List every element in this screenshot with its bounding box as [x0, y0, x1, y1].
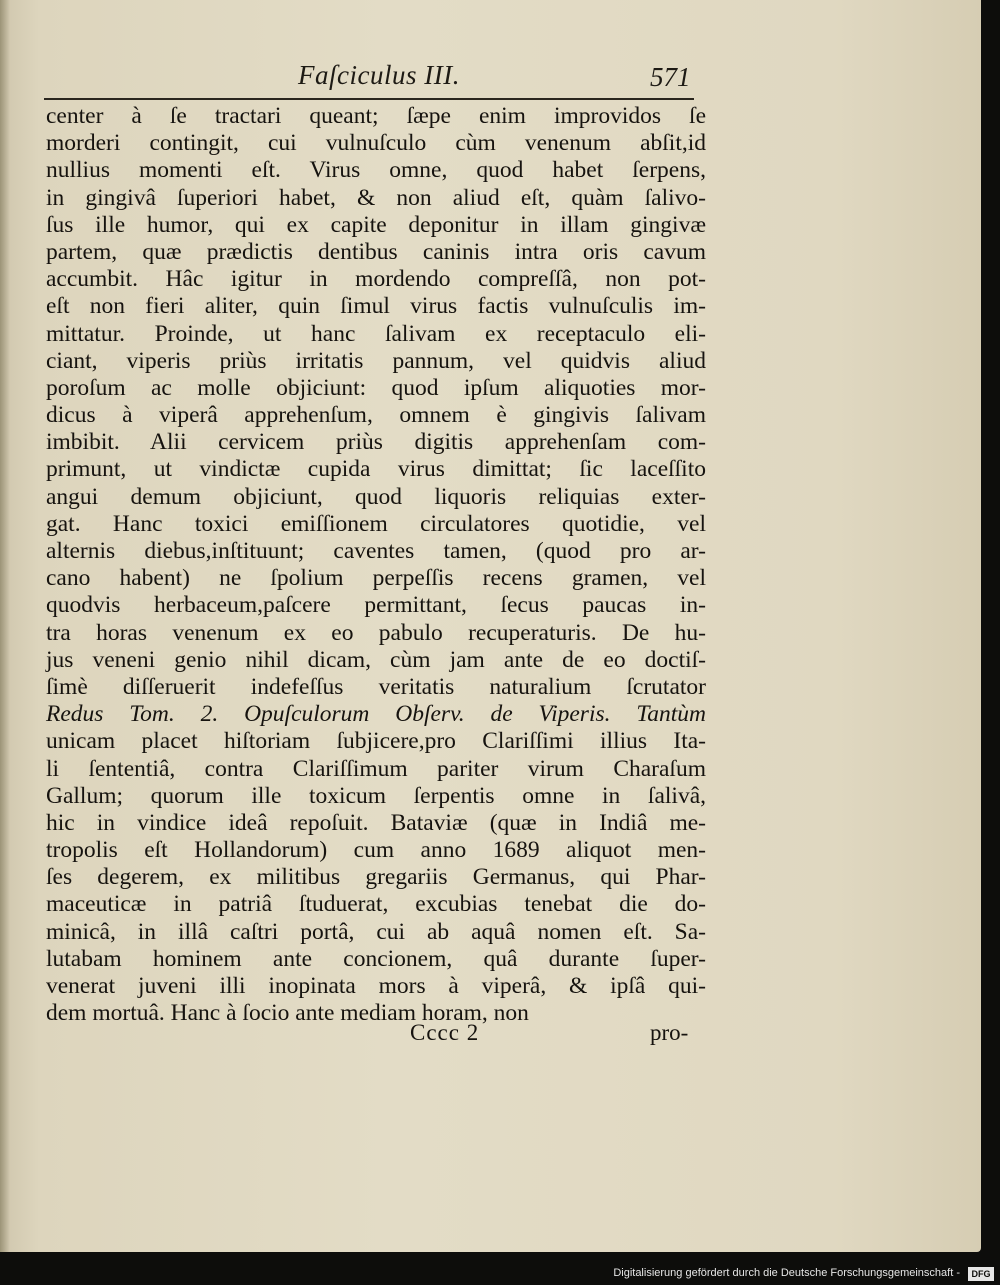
text-line: tra horas venenum ex eo pabulo recuperaturis. De hu- [46, 619, 706, 646]
text-line: nullius momenti eſt. Virus omne, quod habet ſerpens, [46, 157, 706, 184]
text-line: morderi contingit, cui vulnuſculo cùm venenum abſit,id [46, 130, 706, 157]
text-line: center à ſe tractari queant; ſæpe enim improvidos ſe [46, 103, 706, 129]
text-line: ciant, viperis priùs irritatis pannum, vel quidvis aliud [46, 347, 706, 374]
text-line: imbibit. Alii cervicem priùs digitis apprehenſam com- [46, 429, 706, 456]
text-line: maceuticæ in patriâ ſtuduerat, excubias tenebat die do- [46, 891, 706, 918]
text-line: gat. Hanc toxici emiſſionem circulatores quotidie, vel [46, 510, 706, 537]
header-rule [44, 98, 694, 100]
text-line: dicus à viperâ apprehenſum, omnem è gingivis ſalivam [46, 402, 706, 429]
text-line: venerat juveni illi inopinata mors à viperâ, & ipſâ qui- [46, 973, 706, 999]
text-line: cano habent) ne ſpolium perpeſſis recens gramen, vel [46, 565, 706, 592]
text-line: Gallum; quorum ille toxicum ſerpentis omne in ſalivâ, [46, 782, 706, 809]
text-line: eſt non fieri aliter, quin ſimul virus factis vulnuſculis im- [46, 293, 706, 320]
text-line: ſes degerem, ex militibus gregariis Germanus, qui Phar- [46, 864, 706, 891]
dfg-logo-icon: DFG [968, 1267, 994, 1281]
text-line: Redus Tom. 2. Opuſculorum Obſerv. de Viperis. Tantùm [46, 701, 706, 728]
text-line: angui demum objiciunt, quod liquoris reliquias exter- [46, 483, 706, 510]
running-head-title: Faſciculus III. [298, 60, 460, 90]
text-line: jus veneni genio nihil dicam, cùm jam ante de eo doctiſ- [46, 646, 706, 673]
body-text [46, 103, 706, 1027]
text-line: dem mortuâ. Hanc à ſocio ante mediam horam, non [46, 1000, 529, 1027]
text-line: primunt, ut vindictæ cupida virus dimittat; ſic laceſſito [46, 456, 706, 483]
text-line: minicâ, in illâ caſtri portâ, cui ab aquâ nomen eſt. Sa- [46, 918, 706, 945]
text-line: li ſententiâ, contra Clariſſimum pariter virum Charaſum [46, 755, 706, 782]
text-line: ſimè diſſeruerit indefeſſus veritatis naturalium ſcrutator [46, 673, 706, 700]
signature-mark: Cccc 2 [410, 1020, 480, 1045]
digitization-credit: Digitalisierung gefördert durch die Deutsche Forschungsgemeinschaft - [613, 1267, 960, 1279]
running-head [40, 58, 720, 98]
text-line: ſus ille humor, qui ex capite deponitur in illam gingivæ [46, 211, 706, 238]
text-line: mittatur. Proinde, ut hanc ſalivam ex receptaculo eli- [46, 320, 706, 347]
text-line: tropolis eſt Hollandorum) cum anno 1689 aliquot men- [46, 837, 706, 864]
text-line: poroſum ac molle objiciunt: quod ipſum aliquoties mor- [46, 374, 706, 401]
text-line: hic in vindice ideâ repoſuit. Bataviæ (quæ in Indiâ me- [46, 809, 706, 836]
text-line: alternis diebus,inſtituunt; caventes tamen, (quod pro ar- [46, 538, 706, 564]
text-line: unicam placet hiſtoriam ſubjicere,pro Clariſſimi illius Ita- [46, 728, 706, 755]
text-line: accumbit. Hâc igitur in mordendo compreſſâ, non pot- [46, 266, 706, 293]
catchword: pro- [650, 1020, 689, 1045]
page-number: 571 [650, 62, 691, 92]
text-line: lutabam hominem ante concionem, quâ durante ſuper- [46, 945, 706, 972]
text-line: quodvis herbaceum,paſcere permittant, ſecus paucas in- [46, 592, 706, 619]
text-line: partem, quæ prædictis dentibus caninis intra oris cavum [46, 238, 706, 265]
text-line: in gingivâ ſuperiori habet, & non aliud eſt, quàm ſalivo- [46, 184, 706, 211]
